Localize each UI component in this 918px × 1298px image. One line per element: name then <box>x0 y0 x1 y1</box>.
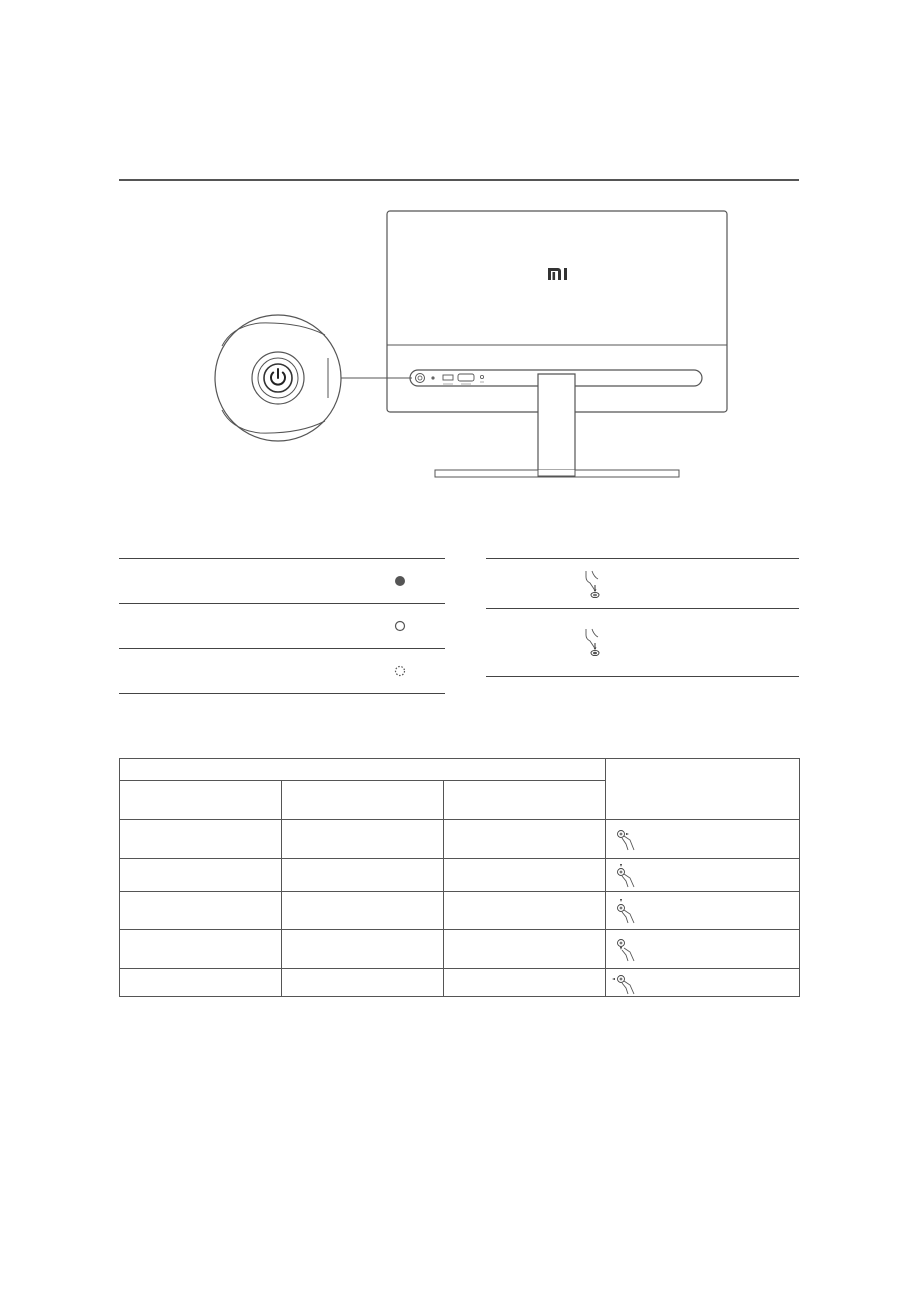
table-cell <box>444 930 606 969</box>
table-cell <box>606 930 800 969</box>
dashed-ring-icon <box>393 664 407 678</box>
list-item <box>486 558 799 608</box>
joystick-down-icon <box>610 898 642 924</box>
table-cell <box>282 930 444 969</box>
table-cell <box>282 969 444 997</box>
table-row <box>120 969 800 997</box>
table-header-cell <box>444 781 606 820</box>
table-cell <box>444 969 606 997</box>
table-cell <box>606 969 800 997</box>
table-header-cell <box>282 781 444 820</box>
joystick-left-icon <box>610 971 642 995</box>
joystick-press-icon <box>610 936 642 962</box>
table-cell <box>444 820 606 859</box>
table-cell <box>120 930 282 969</box>
list-item <box>119 558 445 603</box>
joystick-right-icon <box>610 826 642 852</box>
table-header-cell <box>606 759 800 820</box>
monitor-back-illustration <box>200 200 740 490</box>
hollow-ring-icon <box>393 619 407 633</box>
table-cell <box>120 820 282 859</box>
table-cell <box>606 859 800 892</box>
table-cell <box>282 820 444 859</box>
table-row <box>120 820 800 859</box>
table-cell <box>120 859 282 892</box>
table-header-cell <box>120 781 282 820</box>
table-cell <box>120 892 282 930</box>
table-cell <box>606 892 800 930</box>
list-item <box>119 648 445 694</box>
button-usage-list <box>486 558 799 677</box>
table-cell <box>444 859 606 892</box>
table-cell <box>444 892 606 930</box>
osd-operations-table <box>119 758 800 997</box>
solid-dot-icon <box>393 574 407 588</box>
table-cell <box>120 969 282 997</box>
section-divider <box>119 179 799 181</box>
press-button-icon <box>582 569 608 601</box>
table-cell <box>282 859 444 892</box>
list-item <box>119 603 445 648</box>
table-row <box>120 859 800 892</box>
table-row <box>120 930 800 969</box>
joystick-up-icon <box>610 862 642 888</box>
table-cell <box>606 820 800 859</box>
indicator-status-list <box>119 558 445 694</box>
table-header-row <box>120 759 800 781</box>
table-row <box>120 892 800 930</box>
list-item <box>486 608 799 677</box>
press-hold-button-icon <box>582 627 608 659</box>
table-cell <box>282 892 444 930</box>
table-header-cell <box>120 759 606 781</box>
